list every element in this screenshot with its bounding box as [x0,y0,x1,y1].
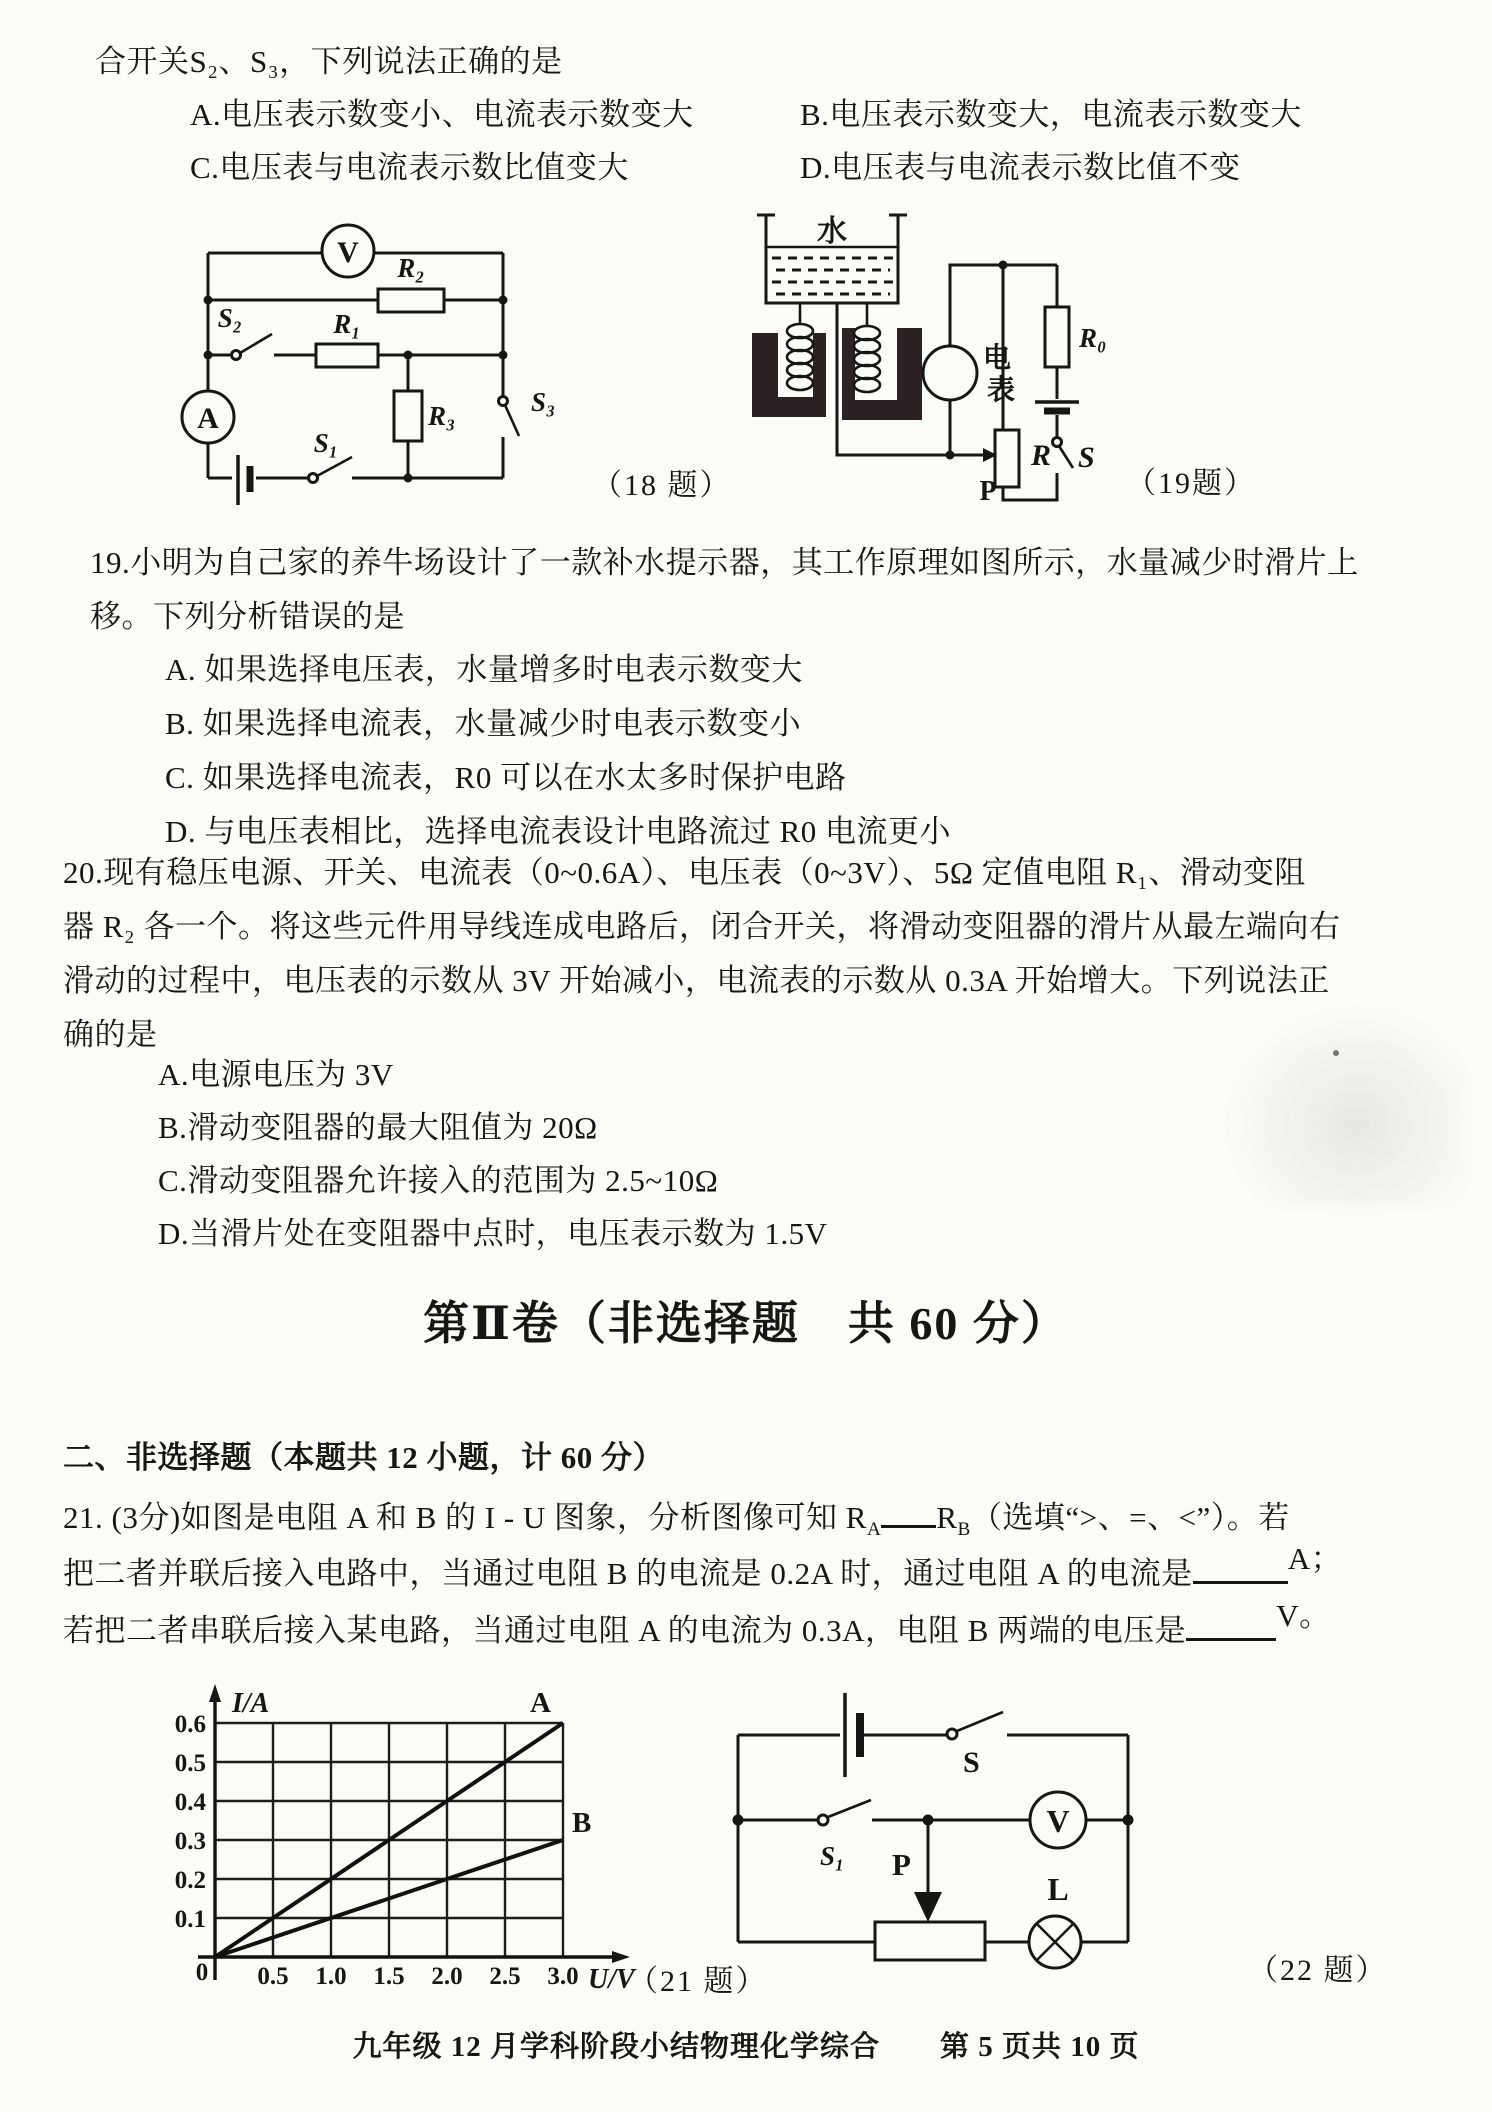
q20-option-c: C.滑动变阻器允许接入的范围为 2.5~10Ω [158,1163,719,1198]
scan-smudge [1225,1005,1465,1205]
q21-unit-a: A； [1287,1541,1343,1576]
svg-text:0.5: 0.5 [174,1750,206,1777]
resistor-r2 [378,289,444,312]
svg-text:2.0: 2.0 [431,1963,463,1990]
resistor-r3 [394,391,422,441]
y-axis-label: I/A [232,1688,270,1719]
q21-iu-graph [110,1650,670,2070]
q21-line1: 21. (3分)如图是电阻 A 和 B 的 I - U 图象，分析图像可知 $R_A$ $R_B$（选填“>、=、<”）。若 [63,1494,1290,1541]
axes [198,1684,630,1980]
svg-text:0.1: 0.1 [174,1906,206,1933]
s1-label: S₁ [820,1841,845,1871]
svg-text:A: A [197,402,219,435]
q20-option-a: A.电源电压为 3V [158,1057,394,1092]
s2-label: S₂ [217,303,243,333]
section2-subtitle: 二、非选择题（本题共 12 小题，计 60 分） [63,1440,664,1475]
slider-arrow-icon [914,1892,942,1922]
svg-text:V: V [337,236,359,269]
q20-option-d: D.当滑片处在变阻器中点时，电压表示数为 1.5V [158,1216,828,1251]
q18-circuit-figure [148,205,578,525]
voltmeter-icon [1030,1792,1086,1848]
switch-s1-icon [309,457,353,483]
origin-tick: 0 [195,1959,209,1986]
q18-figure-label: （18 题） [592,469,732,502]
q19-option-d: D. 与电压表相比，选择电流表设计电路流过 R0 电流更小 [165,814,952,849]
s1-label: S₁ [313,428,339,458]
s3-label: S₃ [531,387,556,417]
battery-icon [845,1693,860,1777]
svg-text:0.5: 0.5 [257,1963,289,1990]
s-label: S [963,1746,980,1779]
q19-option-c: C. 如果选择电流表，R0 可以在水太多时保护电路 [165,760,847,795]
resistor-r0 [1045,307,1069,367]
water-label: 水 [817,215,847,248]
x-tick-labels [257,1963,578,1990]
q19-option-b: B. 如果选择电流表，水量减少时电表示数变小 [165,706,802,741]
svg-text:2.5: 2.5 [489,1963,521,1990]
r-sub-b: B [957,1519,971,1541]
lamp-icon [1029,1916,1081,1968]
svg-text:1.0: 1.0 [315,1963,347,1990]
series-a-label: A [530,1687,551,1719]
q18-stem: 合开关S₂、S₃，下列说法正确的是 [95,44,563,79]
svg-text:0.3: 0.3 [174,1828,206,1855]
q19-figure-label: （19题） [1126,467,1256,500]
q21-unit-v: V。 [1276,1598,1331,1633]
q22-circuit-figure [730,1660,1210,2000]
y-tick-labels [175,1711,207,1933]
svg-text:0.4: 0.4 [174,1789,206,1816]
junction-dot [999,261,1008,270]
svg-text:3.0: 3.0 [547,1963,579,1990]
q21-figure-label: （21 题） [628,1965,768,1998]
meter-icon [923,342,1015,406]
q18-option-c: C.电压表与电流表示数比值变大 [190,150,629,185]
r1-label: R₁ [333,309,361,339]
switch-s3-icon [499,397,520,437]
section2-title: 第Ⅱ卷（非选择题 共 60 分） [423,1298,1069,1349]
q19-option-a: A. 如果选择电压表，水量增多时电表示数变大 [165,652,803,687]
q18-option-a: A.电压表示数变小、电流表示数变大 [190,97,694,132]
p-label: P [892,1847,911,1882]
r2-label: R₂ [397,253,425,283]
l-label: L [1047,1871,1069,1907]
s-label: S [1078,441,1095,474]
rheostat-box [875,1922,985,1960]
q20-line4: 确的是 [63,1017,158,1052]
svg-text:表: 表 [987,375,1016,406]
q22-figure-label: （22 题） [1248,1954,1388,1987]
series-b-label: B [572,1807,592,1839]
svg-text:电: 电 [983,343,1012,374]
svg-text:1.5: 1.5 [373,1963,405,1990]
svg-text:V: V [1046,1803,1070,1839]
svg-text:0.2: 0.2 [174,1867,206,1894]
q21-line3: 若把二者串联后接入某电路，当通过电阻 A 的电流为 0.3A，电阻 B 两端的电压是 V。 [63,1598,1331,1648]
blank-3 [1186,1607,1276,1641]
q21-line2: 把二者并联后接入电路中，当通过电阻 B 的电流是 0.2A 时，通过电阻 A 的电流是 A； [63,1541,1343,1591]
q18-option-d: D.电压表与电流表示数比值不变 [800,150,1241,185]
resistor-r1 [316,344,378,367]
r3-label: R₃ [428,401,456,431]
q20-line1: 20.现有稳压电源、开关、电流表（0~0.6A）、电压表（0~3V）、5Ω 定值电阻 R₁、滑动变阻 [63,855,1306,890]
r-label: R [1031,439,1052,472]
water-tank [757,215,907,303]
junction-dot [946,451,955,460]
switch-s-icon [947,1712,1003,1739]
battery-icon [1035,402,1079,411]
q19-line2: 移。下列分析错误的是 [90,599,405,634]
scan-speck [1333,1050,1339,1056]
x-axis-label: U/V [588,1964,635,1995]
switch-s-icon [1053,438,1074,469]
blank-2 [1193,1550,1288,1584]
r0-label: R₀ [1079,323,1107,353]
battery-icon [238,455,250,505]
voltmeter-icon [322,225,374,277]
svg-text:0.6: 0.6 [174,1711,206,1738]
q20-line2: 器 R₂ 各一个。将这些元件用导线连成电路后，闭合开关，将滑动变阻器的滑片从最左端向右 [63,909,1341,944]
blank-1 [881,1494,936,1528]
q20-line3: 滑动的过程中，电压表的示数从 3V 开始减小，电流表的示数从 0.3A 开始增大。下列说法正 [63,963,1330,998]
p-label: P [979,476,997,507]
switch-s2-icon [232,334,273,360]
r-sub-a: A [866,1519,882,1541]
q20-option-b: B.滑动变阻器的最大阻值为 20Ω [158,1110,598,1145]
q19-line1: 19.小明为自己家的养牛场设计了一款补水提示器，其工作原理如图所示，水量减少时滑片上 [90,545,1359,580]
page-footer: 九年级 12 月学科阶段小结物理化学综合 第 5 页共 10 页 [352,2031,1140,2063]
q18-option-b: B.电压表示数变大，电流表示数变大 [800,97,1302,132]
ammeter-icon [182,391,234,443]
switch-s1-icon [818,1800,871,1825]
rheostat-r [995,430,1019,487]
q19-circuit-figure [745,195,1105,515]
